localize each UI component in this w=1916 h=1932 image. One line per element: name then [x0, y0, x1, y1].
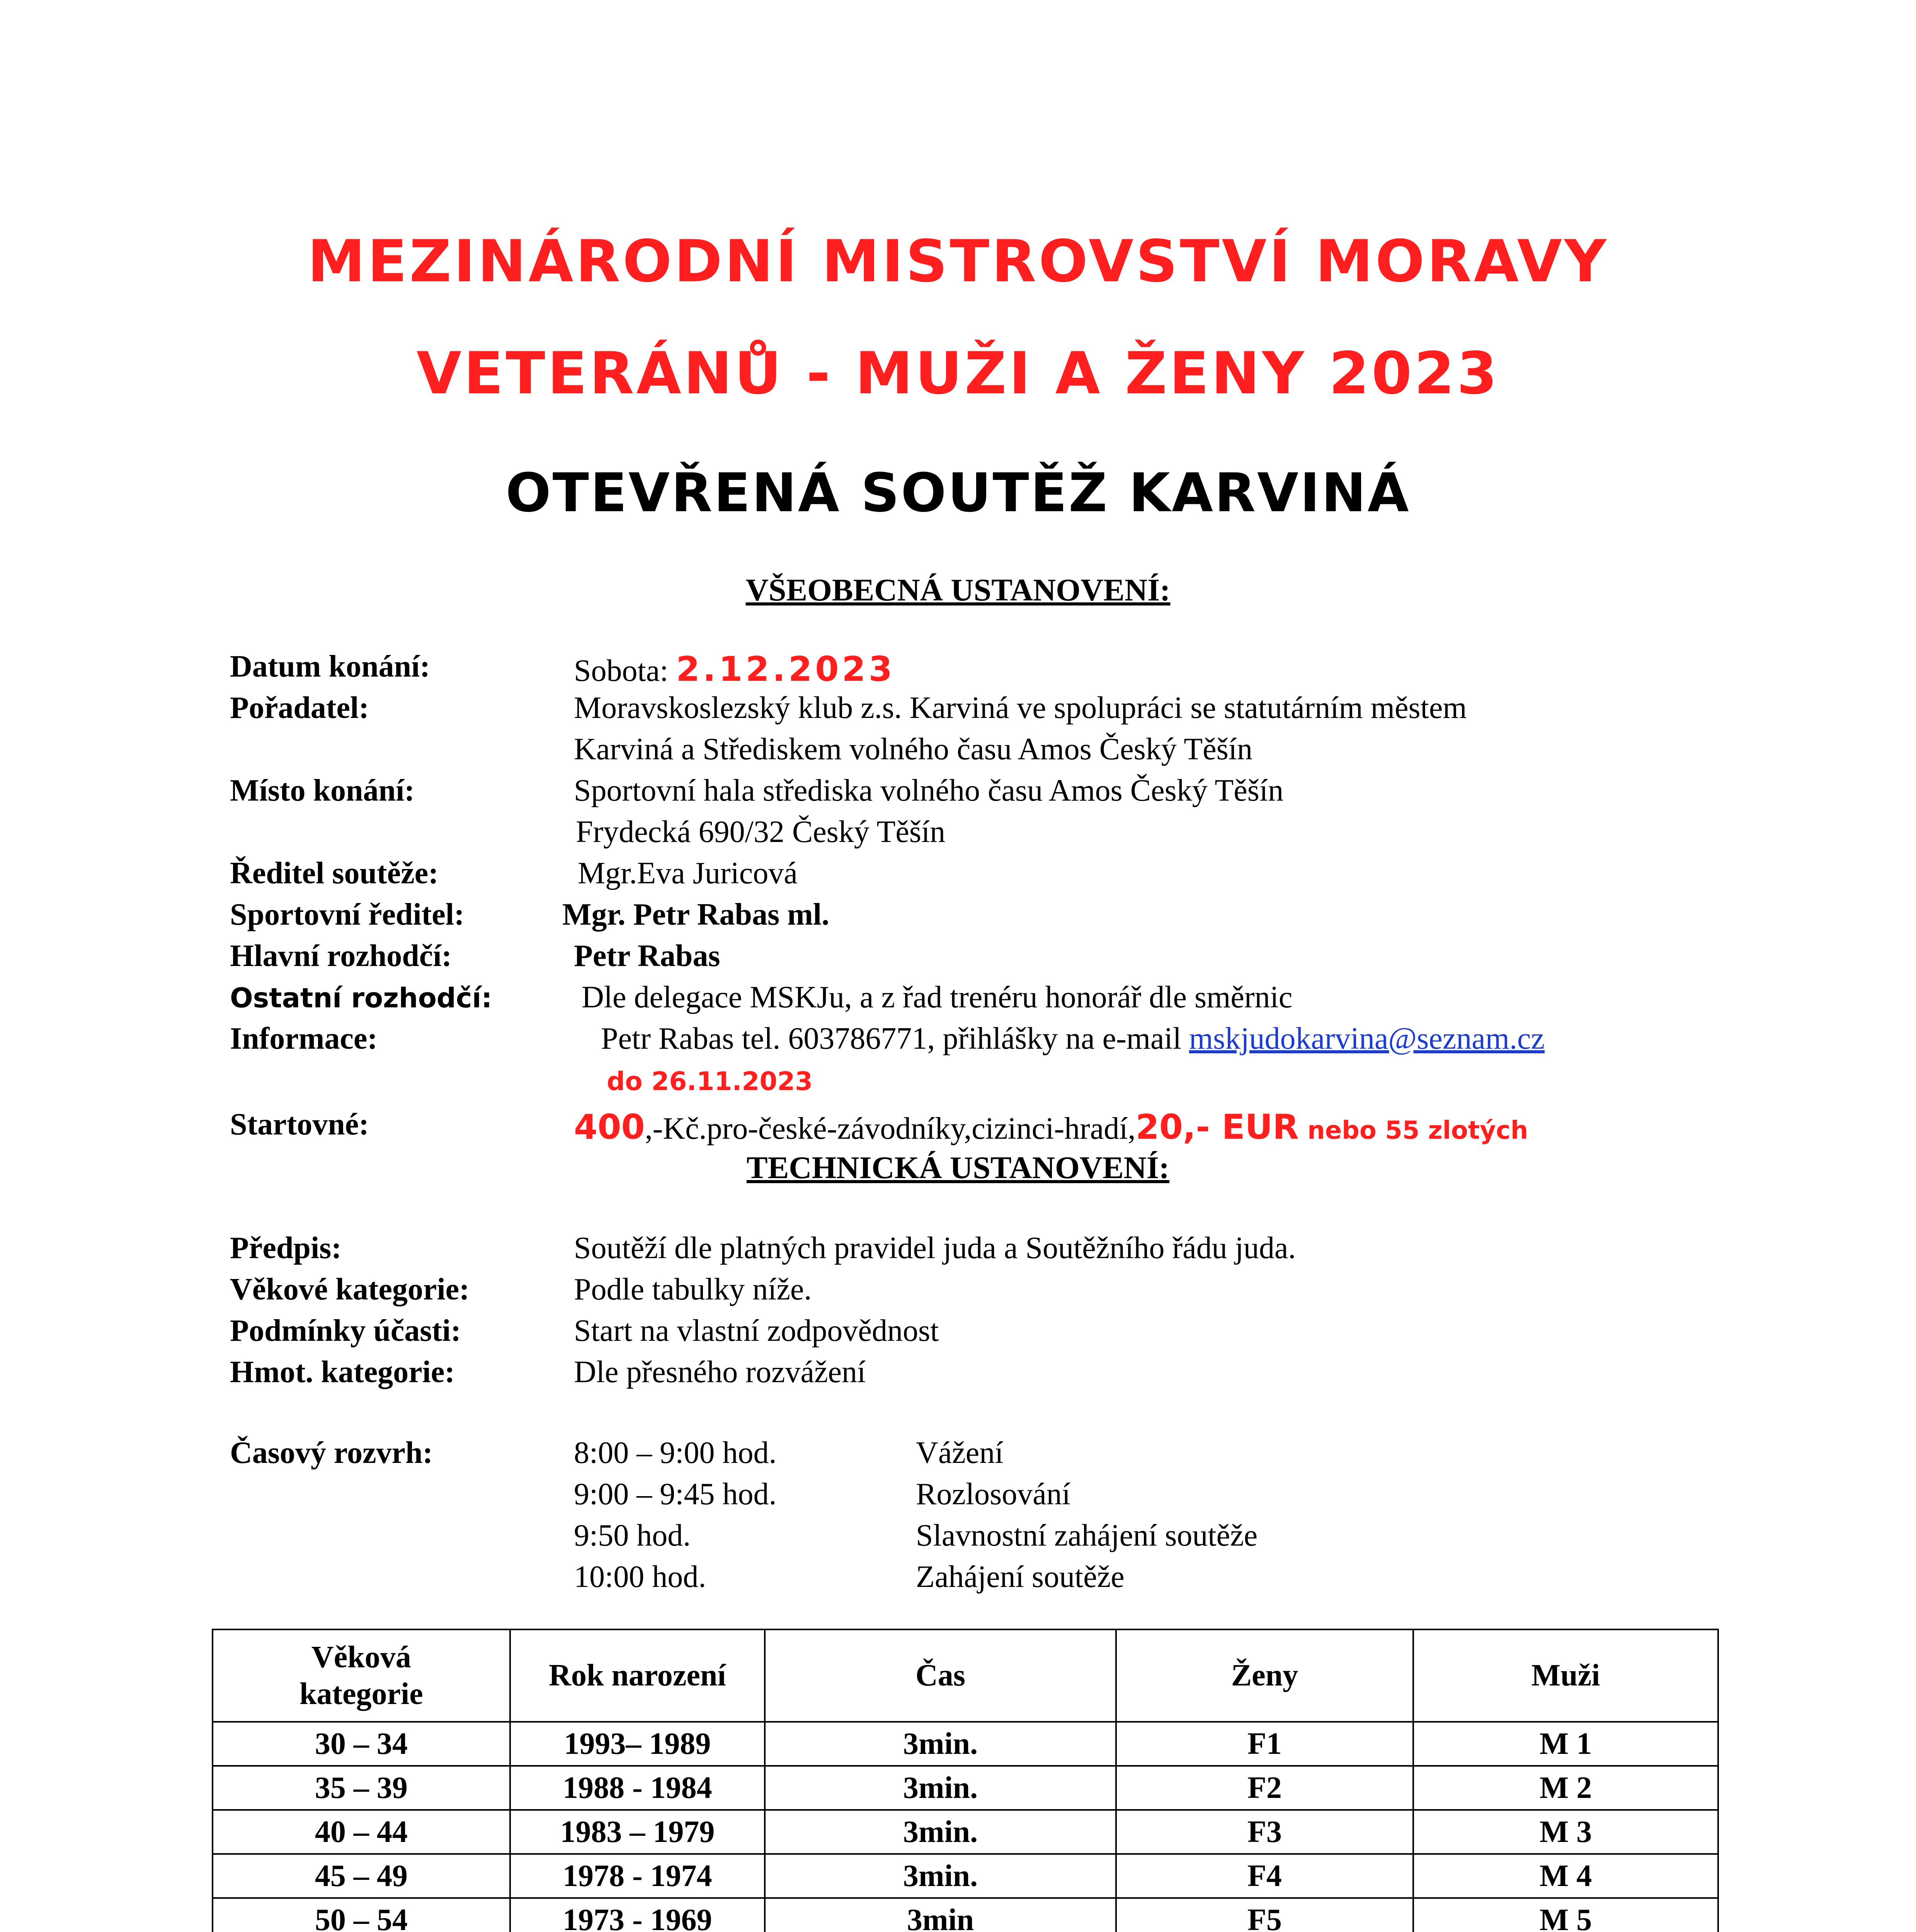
technical-heading: TECHNICKÁ USTANOVENÍ:	[746, 1150, 1170, 1185]
schedule-time: 10:00 hod.	[574, 1560, 706, 1594]
cell-birth: 1983 – 1979	[510, 1810, 765, 1854]
reditel-value: Mgr.Eva Juricová	[578, 856, 798, 890]
sport-reditel-value: Mgr. Petr Rabas ml.	[562, 898, 830, 932]
cell-men: M 5	[1413, 1898, 1718, 1932]
predpis-label: Předpis:	[230, 1231, 342, 1265]
table-row	[213, 1722, 1718, 1766]
poradatel-line-1: Moravskoslezský klub z.s. Karviná ve spolupráci se statutárním městem	[574, 691, 1467, 725]
hlavni-label: Hlavní rozhodčí:	[230, 939, 452, 973]
header-men: Muži	[1413, 1629, 1718, 1722]
misto-line-2: Frydecká 690/32 Český Těšín	[576, 815, 946, 849]
table-row	[213, 1766, 1718, 1810]
cell-time: 3min.	[765, 1722, 1116, 1766]
cell-women: F4	[1116, 1854, 1413, 1898]
header-birth-year: Rok narození	[510, 1629, 765, 1722]
informace-value	[601, 1021, 1545, 1056]
cell-age: 35 – 39	[213, 1766, 510, 1810]
cell-men: M 2	[1413, 1766, 1718, 1810]
vekove-value: Podle tabulky níže.	[574, 1272, 812, 1306]
schedule-time: 9:50 hod.	[574, 1519, 691, 1553]
startovne-value	[574, 1107, 1528, 1147]
cell-women: F5	[1116, 1898, 1413, 1932]
startovne-text: ,-Kč.pro-české-závodníky,cizinci-hradí,	[645, 1112, 1136, 1146]
general-heading: VŠEOBECNÁ USTANOVENÍ:	[745, 572, 1171, 607]
table-header-row	[213, 1629, 1718, 1722]
startovne-alt: nebo 55 zlotých	[1298, 1116, 1528, 1145]
schedule-label: Časový rozvrh:	[230, 1436, 433, 1470]
cell-age: 45 – 49	[213, 1854, 510, 1898]
category-table	[212, 1629, 1719, 1932]
misto-label: Místo konání:	[230, 774, 415, 808]
informace-label: Informace:	[230, 1022, 378, 1056]
schedule-event: Rozlosování	[916, 1477, 1070, 1511]
cell-men: M 3	[1413, 1810, 1718, 1854]
table-row	[213, 1810, 1718, 1854]
cell-time: 3min	[765, 1898, 1116, 1932]
datum-prefix: Sobota:	[574, 654, 676, 688]
predpis-value: Soutěží dle platných pravidel juda a Soutěžního řádu juda.	[574, 1231, 1296, 1265]
cell-time: 3min.	[765, 1810, 1116, 1854]
sport-reditel-label: Sportovní ředitel:	[230, 898, 465, 932]
datum-label: Datum konání:	[230, 650, 430, 684]
header-time: Čas	[765, 1629, 1116, 1722]
hmot-value: Dle přesného rozvážení	[574, 1355, 866, 1389]
table-row	[213, 1898, 1718, 1932]
schedule-event: Zahájení soutěže	[916, 1560, 1125, 1594]
table-row	[213, 1854, 1718, 1898]
ostatni-label: Ostatní rozhodčí:	[230, 982, 492, 1014]
hlavni-value: Petr Rabas	[574, 939, 720, 973]
header-women: Ženy	[1116, 1629, 1413, 1722]
informace-text: Petr Rabas tel. 603786771, přihlášky na e-mail	[601, 1022, 1189, 1056]
cell-age: 40 – 44	[213, 1810, 510, 1854]
email-link[interactable]: mskjudokarvina@seznam.cz	[1189, 1022, 1545, 1056]
hmot-label: Hmot. kategorie:	[230, 1355, 455, 1389]
misto-line-1: Sportovní hala střediska volného času Amos Český Těšín	[574, 774, 1284, 808]
cell-birth: 1978 - 1974	[510, 1854, 765, 1898]
schedule-time: 9:00 – 9:45 hod.	[574, 1477, 777, 1511]
title-line-3: OTEVŘENÁ SOUTĚŽ KARVINÁ	[505, 462, 1411, 524]
podminky-label: Podmínky účasti:	[230, 1314, 461, 1348]
schedule-event: Vážení	[916, 1436, 1004, 1470]
schedule-time: 8:00 – 9:00 hod.	[574, 1436, 777, 1470]
datum-value	[574, 649, 895, 689]
reditel-label: Ředitel soutěže:	[230, 856, 439, 890]
cell-men: M 4	[1413, 1854, 1718, 1898]
ostatni-value: Dle delegace MSKJu, a z řad trenéru honorář dle směrnic	[582, 980, 1293, 1014]
cell-birth: 1993– 1989	[510, 1722, 765, 1766]
cell-birth: 1973 - 1969	[510, 1898, 765, 1932]
header-age-category: Věková kategorie	[213, 1629, 510, 1722]
informace-deadline: do 26.11.2023	[607, 1066, 813, 1096]
cell-birth: 1988 - 1984	[510, 1766, 765, 1810]
title-line-2: VETERÁNŮ - MUŽI A ŽENY 2023	[416, 340, 1500, 407]
cell-age: 50 – 54	[213, 1898, 510, 1932]
schedule-event: Slavnostní zahájení soutěže	[916, 1519, 1258, 1553]
cell-time: 3min.	[765, 1854, 1116, 1898]
startovne-amount-eur: 20,- EUR	[1135, 1107, 1299, 1147]
startovne-amount-czk: 400	[574, 1107, 645, 1147]
podminky-value: Start na vlastní zodpovědnost	[574, 1314, 939, 1348]
cell-women: F3	[1116, 1810, 1413, 1854]
poradatel-label: Pořadatel:	[230, 691, 369, 725]
datum-date: 2.12.2023	[676, 649, 895, 689]
cell-time: 3min.	[765, 1766, 1116, 1810]
title-line-1: MEZINÁRODNÍ MISTROVSTVÍ MORAVY	[307, 228, 1609, 295]
vekove-label: Věkové kategorie:	[230, 1272, 470, 1306]
startovne-label: Startovné:	[230, 1107, 369, 1141]
cell-men: M 1	[1413, 1722, 1718, 1766]
poradatel-line-2: Karviná a Střediskem volného času Amos Český Těšín	[574, 732, 1253, 766]
cell-women: F2	[1116, 1766, 1413, 1810]
cell-women: F1	[1116, 1722, 1413, 1766]
cell-age: 30 – 34	[213, 1722, 510, 1766]
